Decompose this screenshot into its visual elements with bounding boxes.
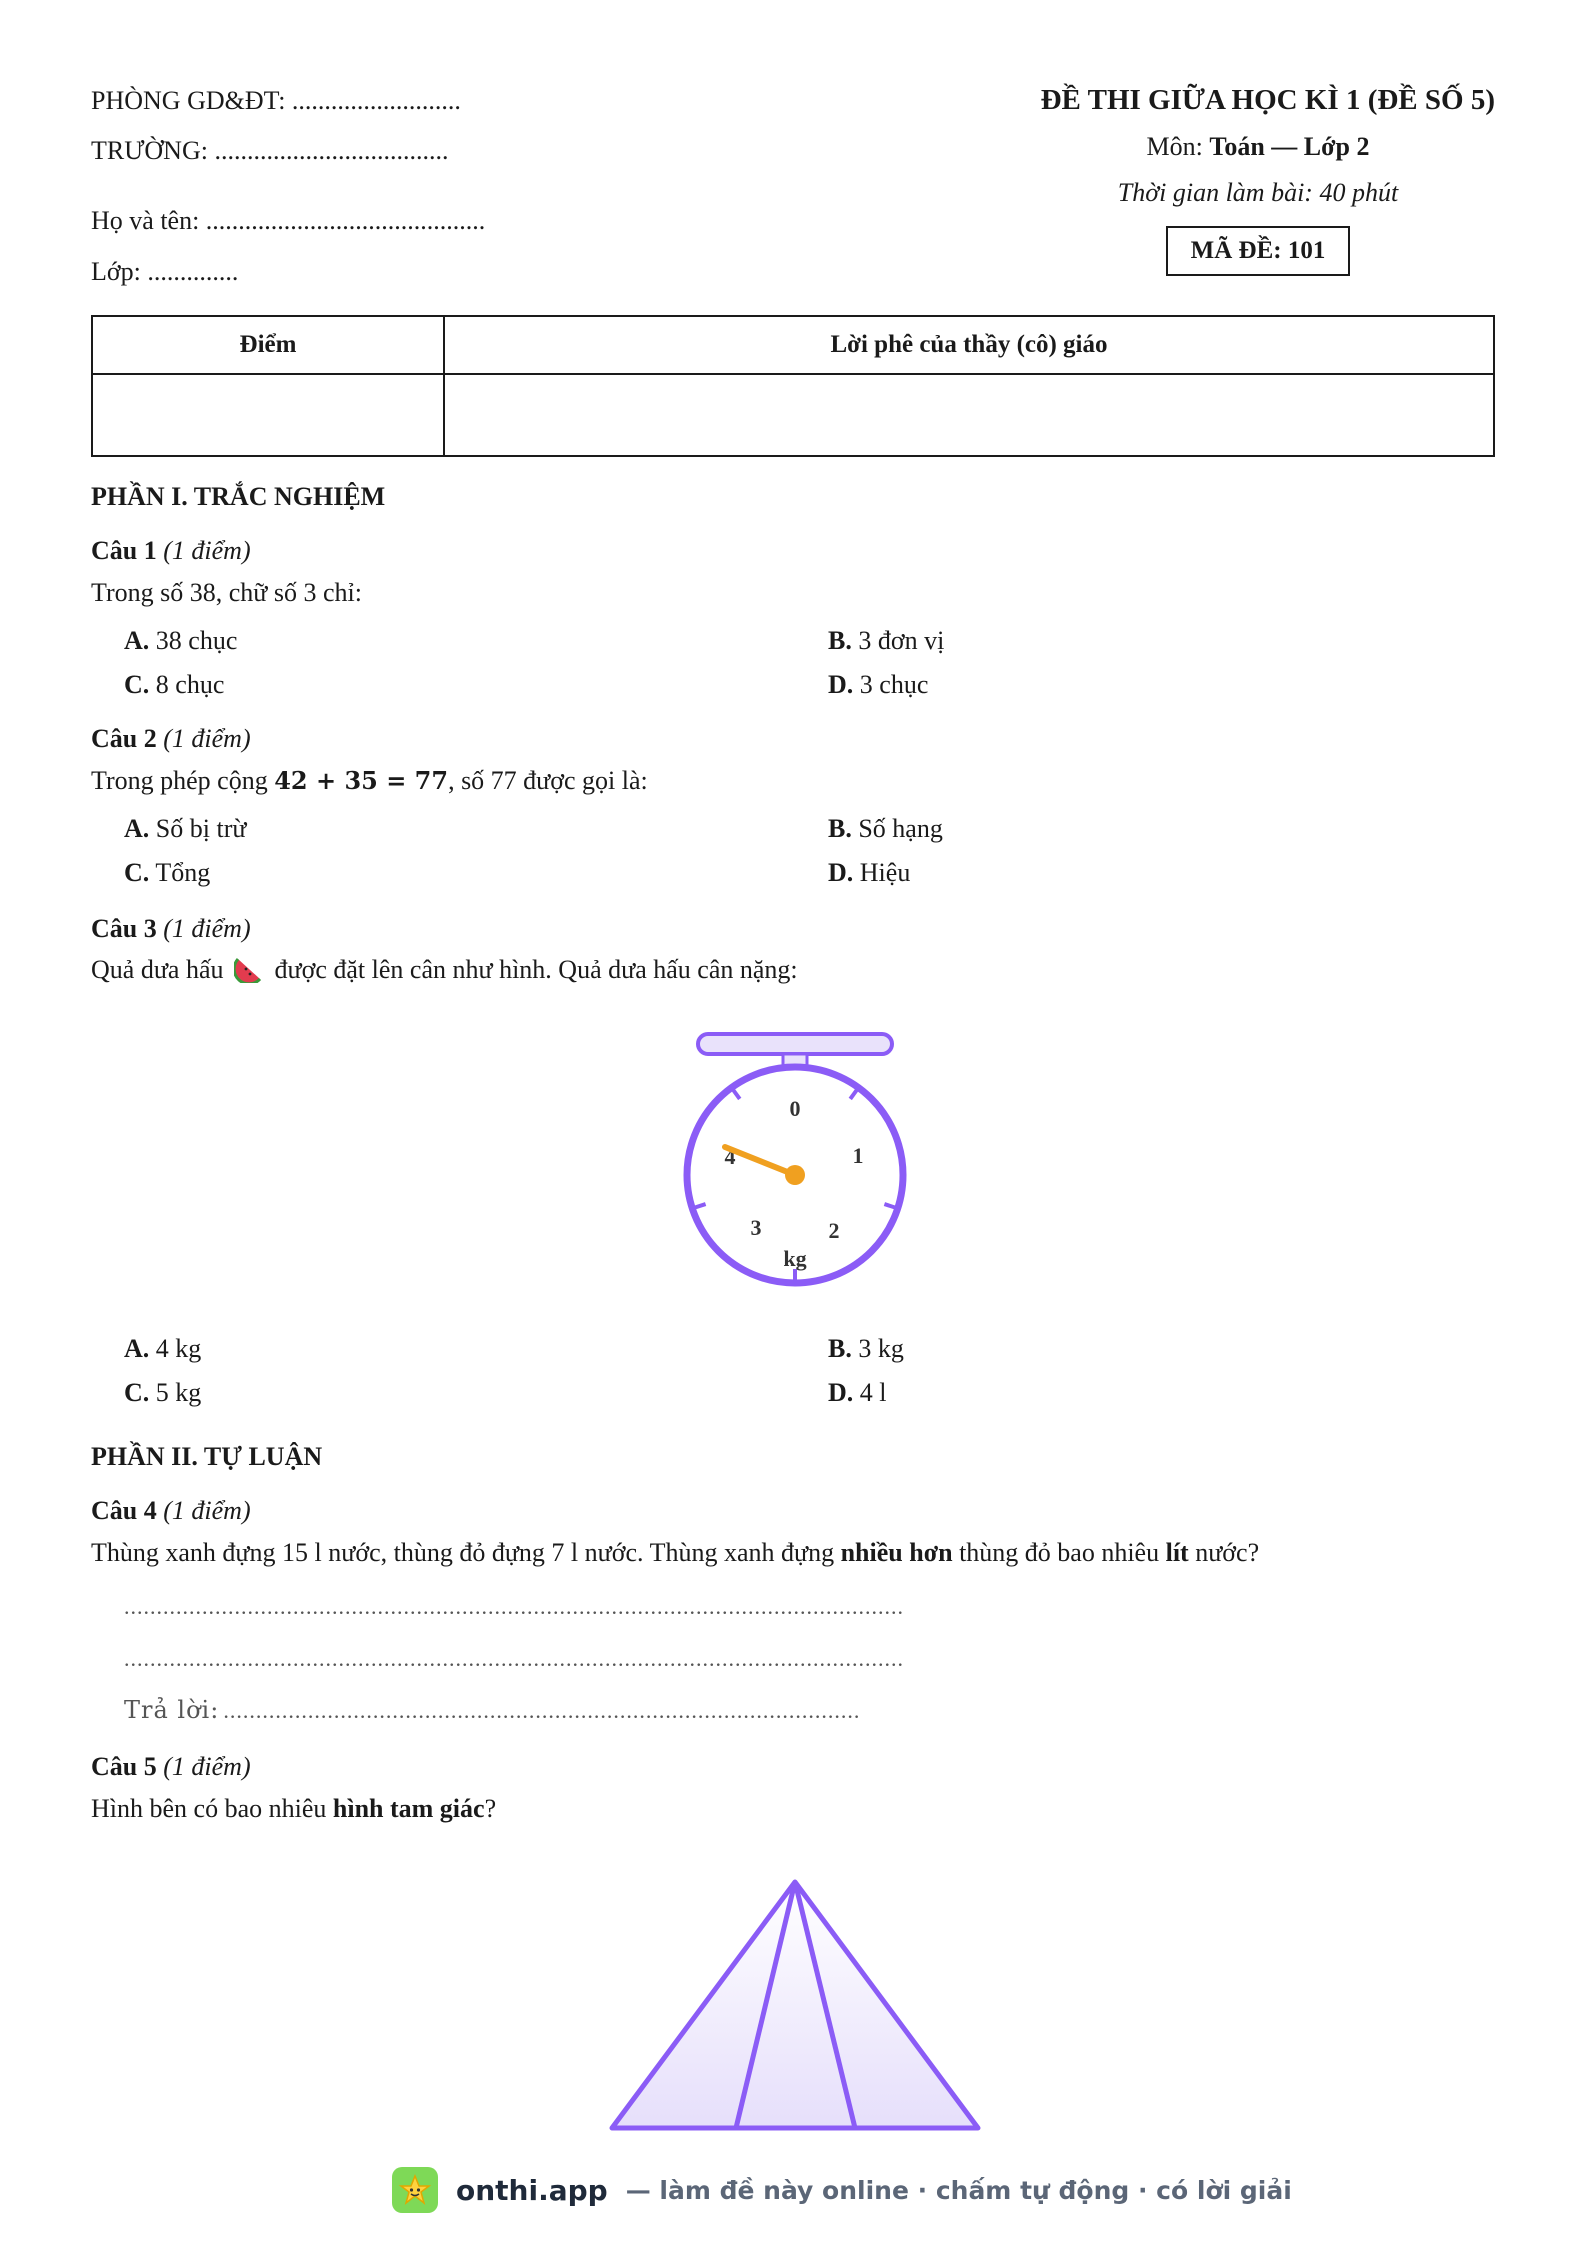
- q3-option-c[interactable]: C. 5 kg: [124, 1378, 202, 1407]
- q2-heading: [91, 724, 251, 754]
- grade-table: [91, 315, 1495, 457]
- scale-mark-3: 3: [750, 1215, 762, 1240]
- q2-label: Câu 2: [91, 724, 157, 753]
- q2-option-a[interactable]: A. Số bị trừ: [124, 814, 247, 843]
- class-field: Lớp: ..............: [91, 257, 239, 286]
- q3-option-d[interactable]: D. 4 l: [828, 1378, 887, 1407]
- watermelon-icon: [234, 955, 264, 983]
- part2-title: PHẦN II. TỰ LUẬN: [91, 1442, 323, 1471]
- q2-equation: 42 + 35 = 77: [274, 766, 449, 795]
- exam-code-box: MÃ ĐỀ: 101: [1166, 226, 1350, 276]
- q3-text: Quả dưa hấu được đặt lên cân như hình. Quả dưa hấu cân nặng:: [91, 955, 798, 984]
- q3-option-a[interactable]: A. 4 kg: [124, 1334, 202, 1363]
- q1-heading: [91, 536, 251, 566]
- subject-line: [1058, 132, 1458, 162]
- q4-label: Câu 4: [91, 1496, 157, 1525]
- scale-mark-2: 2: [828, 1218, 840, 1243]
- time-limit: Thời gian làm bài: 40 phút: [1117, 178, 1399, 207]
- q2-option-c[interactable]: C. Tổng: [124, 858, 211, 887]
- scale-pivot: [785, 1165, 805, 1185]
- scale-mark-1: 1: [852, 1143, 864, 1168]
- q4-text: Thùng xanh đựng 15 l nước, thùng đỏ đựng 7 l nước. Thùng xanh đựng nhiều hơn thùng đỏ bao nhiêu lít nước?: [91, 1538, 1260, 1567]
- q3-points: (1 điểm): [163, 914, 251, 943]
- student-name-field: Họ và tên: ...........................................: [91, 206, 486, 235]
- q2-option-d[interactable]: D. Hiệu: [828, 858, 911, 887]
- scale-unit: kg: [783, 1246, 807, 1271]
- onthi-logo-icon: [392, 2167, 438, 2213]
- subject-prefix: Môn:: [1146, 132, 1210, 161]
- q5-label: Câu 5: [91, 1752, 157, 1781]
- q2-points: (1 điểm): [163, 724, 251, 753]
- q4-answer-label: Trả lời:: [124, 1696, 220, 1724]
- q1-option-b[interactable]: B. 3 đơn vị: [828, 626, 945, 655]
- footer-tagline: — làm đề này online · chấm tự động · có lời giải: [625, 2175, 1292, 2205]
- footer-banner[interactable]: [392, 2166, 1292, 2214]
- q1-option-d[interactable]: D. 3 chục: [828, 670, 929, 699]
- subject-value: Toán — Lớp 2: [1209, 132, 1370, 161]
- q1-label: Câu 1: [91, 536, 157, 565]
- outer-triangle: [612, 1882, 978, 2128]
- department-field: PHÒNG GD&ĐT: ..........................: [91, 86, 461, 115]
- q3-heading: [91, 914, 251, 944]
- exam-title: ĐỀ THI GIỮA HỌC KÌ 1 (ĐỀ SỐ 5): [1040, 84, 1495, 116]
- footer-brand[interactable]: onthi.app: [456, 2173, 608, 2207]
- q4-answer-line-2[interactable]: ........................................................................................................................: [124, 1646, 904, 1671]
- q1-text: Trong số 38, chữ số 3 chỉ:: [91, 578, 362, 607]
- q2-text: Trong phép cộng 42 + 35 = 77, số 77 được gọi là:: [91, 766, 648, 795]
- q3-label: Câu 3: [91, 914, 157, 943]
- triangle-figure: [600, 1870, 990, 2150]
- q1-option-c[interactable]: C. 8 chục: [124, 670, 225, 699]
- grade-header-score: Điểm: [92, 316, 444, 374]
- part1-title: PHẦN I. TRẮC NGHIỆM: [91, 482, 386, 511]
- score-cell[interactable]: [92, 374, 444, 456]
- q4-final-answer[interactable]: Trả lời: ..................................................................................................: [124, 1696, 861, 1724]
- scale-mark-4: 4: [724, 1144, 736, 1169]
- q5-points: (1 điểm): [163, 1752, 251, 1781]
- scale-plate: [698, 1034, 892, 1054]
- scale-mark-0: 0: [789, 1096, 801, 1121]
- grade-header-comment: Lời phê của thầy (cô) giáo: [444, 316, 1494, 374]
- comment-cell[interactable]: [444, 374, 1494, 456]
- q2-option-b[interactable]: B. Số hạng: [828, 814, 943, 843]
- q5-heading: [91, 1752, 251, 1782]
- q5-text: Hình bên có bao nhiêu hình tam giác?: [91, 1794, 497, 1823]
- q4-heading: [91, 1496, 251, 1526]
- q1-points: (1 điểm): [163, 536, 251, 565]
- weighing-scale-figure: [680, 1020, 910, 1290]
- q3-option-b[interactable]: B. 3 kg: [828, 1334, 904, 1363]
- school-field: TRƯỜNG: ....................................: [91, 136, 449, 165]
- q4-points: (1 điểm): [163, 1496, 251, 1525]
- q1-option-a[interactable]: A. 38 chục: [124, 626, 238, 655]
- q4-answer-line-1[interactable]: ........................................................................................................................: [124, 1594, 904, 1619]
